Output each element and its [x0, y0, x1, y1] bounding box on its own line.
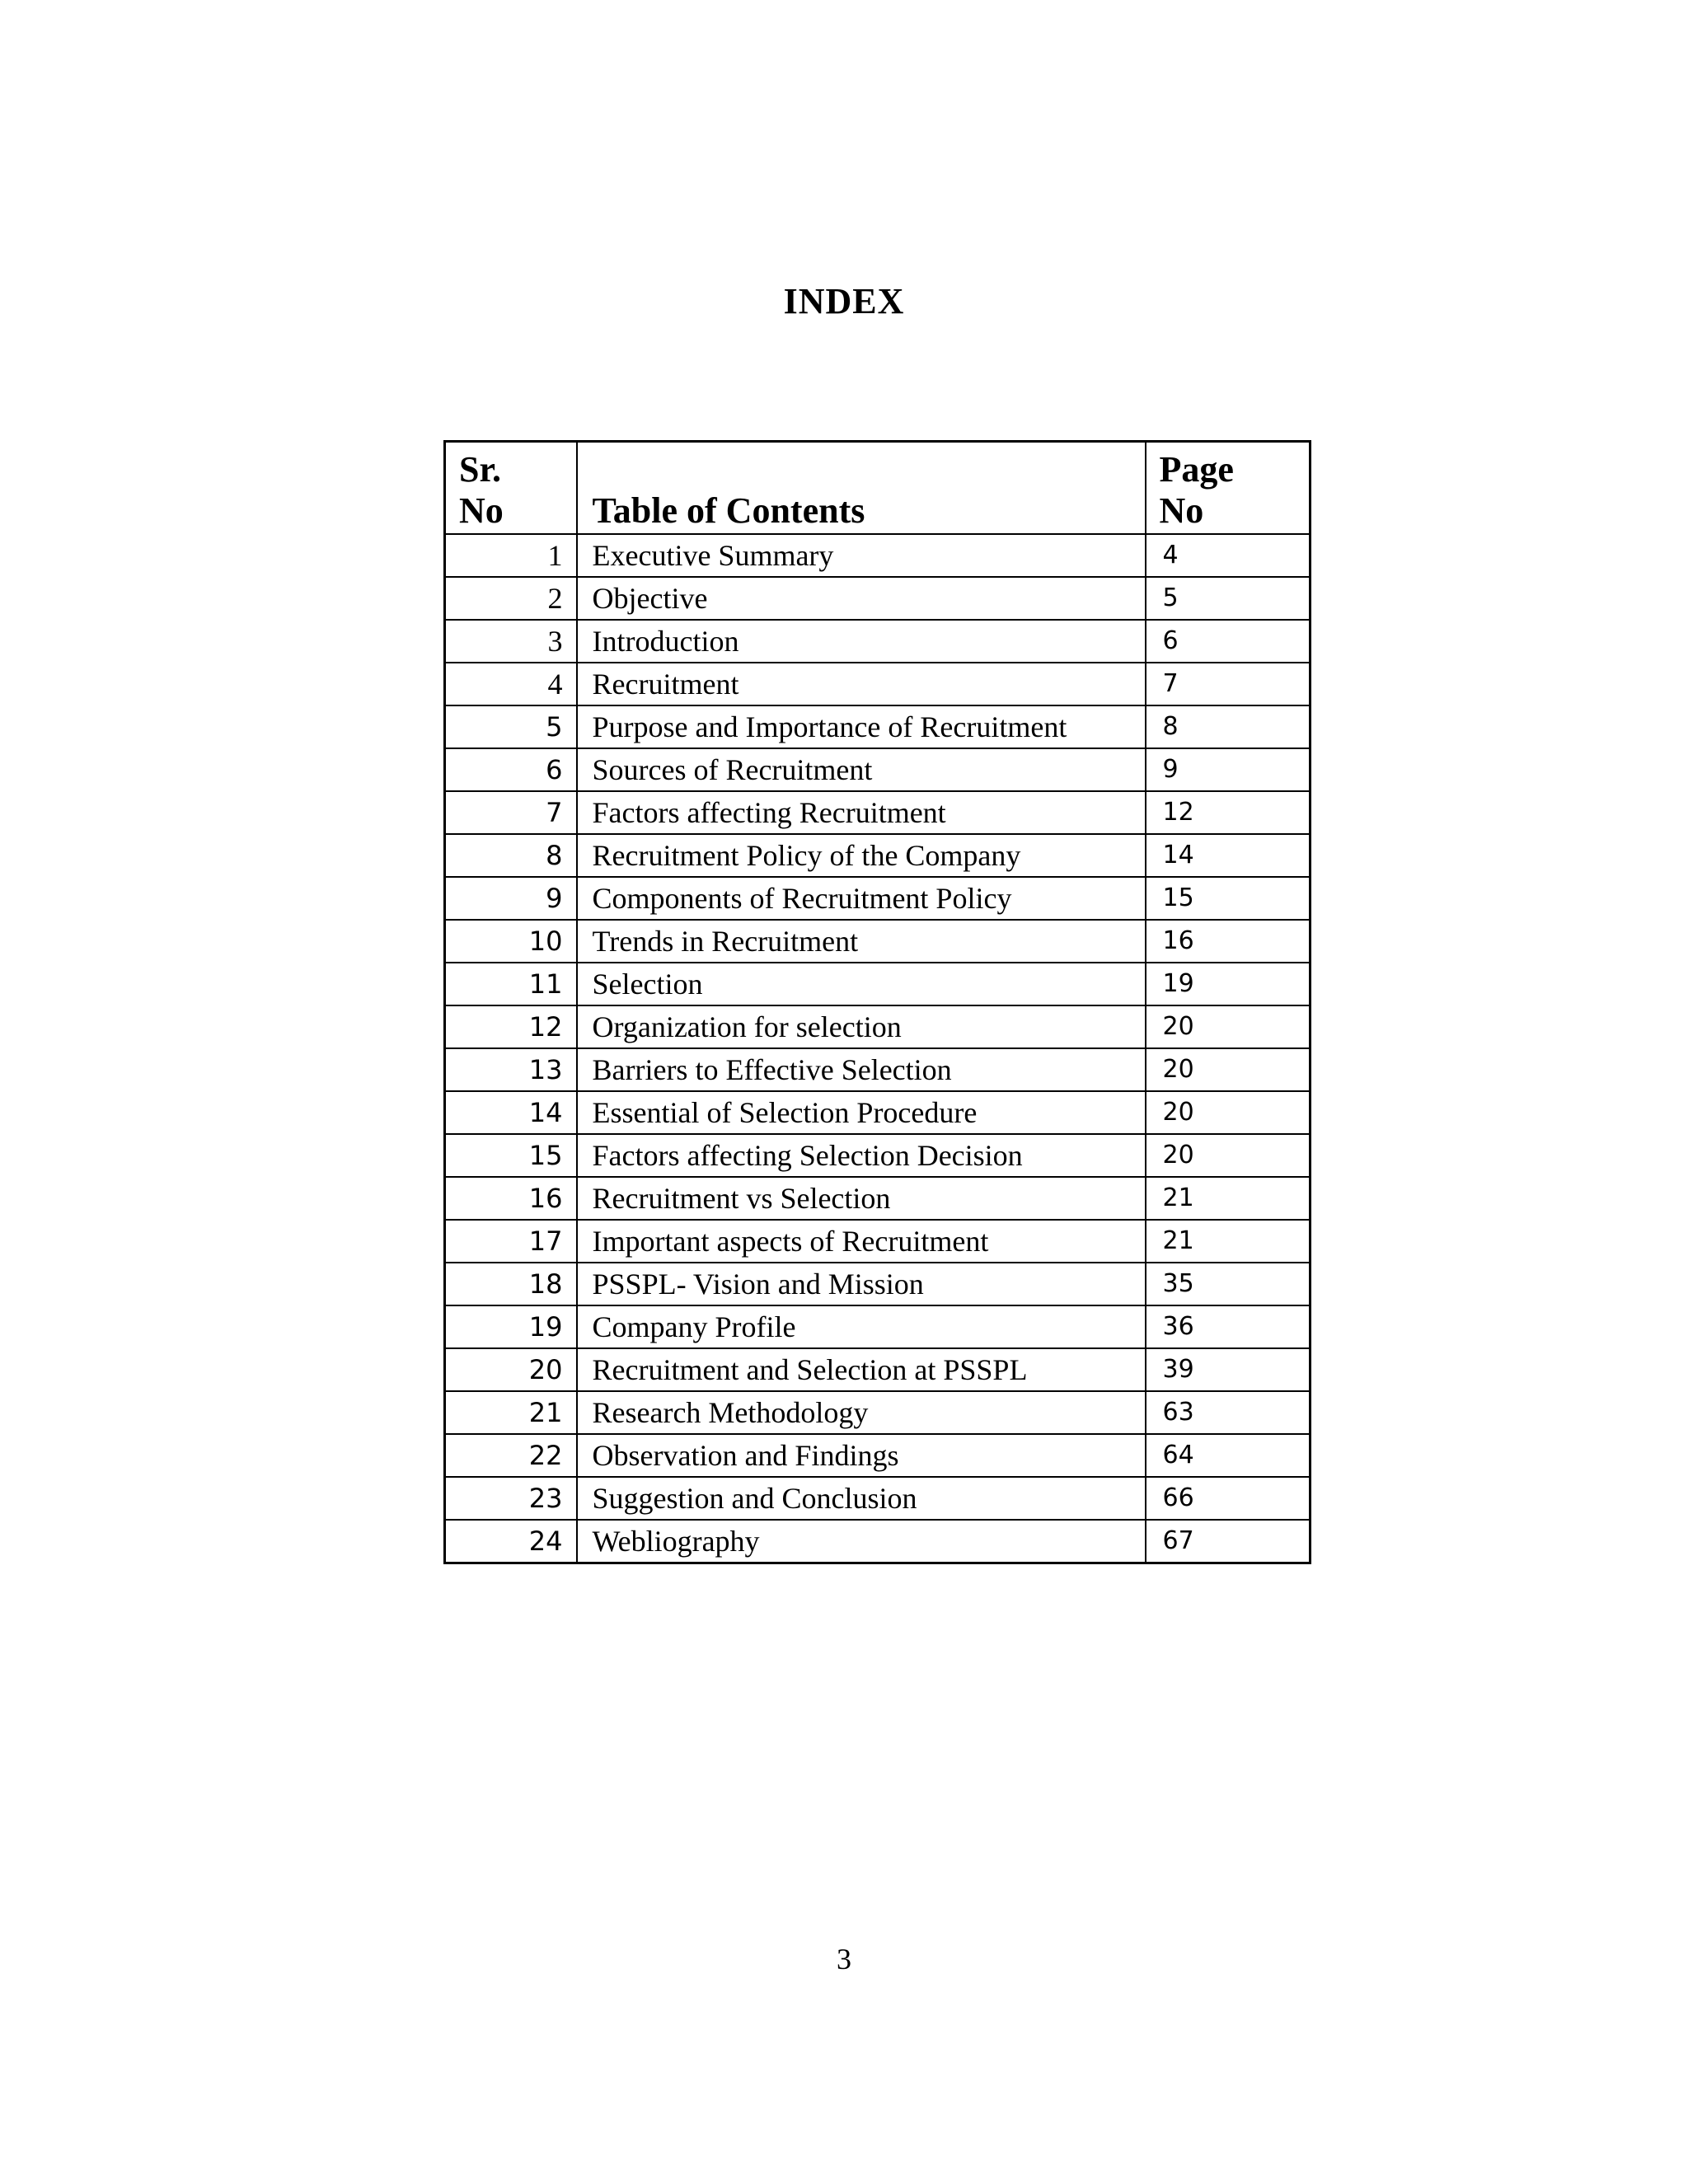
page-no-cell: 19: [1146, 963, 1311, 1005]
sr-no-cell: 7: [445, 791, 577, 834]
contents-entry-cell: Recruitment: [577, 663, 1146, 705]
table-row: [445, 1477, 1311, 1520]
table-header: [445, 442, 1311, 535]
contents-entry-cell: Selection: [577, 963, 1146, 1005]
table-row: [445, 1048, 1311, 1091]
table-row: [445, 1220, 1311, 1263]
page-no-cell: 7: [1146, 663, 1311, 705]
table-row: [445, 1134, 1311, 1177]
contents-entry-cell: Components of Recruitment Policy: [577, 877, 1146, 920]
page-no-cell: 36: [1146, 1305, 1311, 1348]
table-row: [445, 1305, 1311, 1348]
sr-no-cell: 20: [445, 1348, 577, 1391]
table-row: [445, 1434, 1311, 1477]
table-row: [445, 534, 1311, 577]
contents-entry-cell: Webliography: [577, 1520, 1146, 1563]
sr-no-cell: 11: [445, 963, 577, 1005]
page-no-cell: 20: [1146, 1134, 1311, 1177]
page-title: INDEX: [783, 281, 905, 321]
page-no-cell: 64: [1146, 1434, 1311, 1477]
page-no-cell: 12: [1146, 791, 1311, 834]
contents-entry-cell: Factors affecting Selection Decision: [577, 1134, 1146, 1177]
table-row: [445, 1091, 1311, 1134]
table-row: [445, 1005, 1311, 1048]
contents-entry-cell: Purpose and Importance of Recruitment: [577, 705, 1146, 748]
contents-entry-cell: Introduction: [577, 620, 1146, 663]
sr-no-cell: 5: [445, 705, 577, 748]
page-no-cell: 5: [1146, 577, 1311, 620]
sr-no-header-line2: No: [459, 490, 504, 531]
table-row: [445, 963, 1311, 1005]
page-no-cell: 20: [1146, 1005, 1311, 1048]
contents-entry-cell: Objective: [577, 577, 1146, 620]
contents-entry-cell: Recruitment Policy of the Company: [577, 834, 1146, 877]
page-no-cell: 67: [1146, 1520, 1311, 1563]
page-no-cell: 6: [1146, 620, 1311, 663]
contents-entry-cell: Factors affecting Recruitment: [577, 791, 1146, 834]
contents-entry-cell: Sources of Recruitment: [577, 748, 1146, 791]
sr-no-cell: 3: [445, 620, 577, 663]
contents-entry-cell: Recruitment vs Selection: [577, 1177, 1146, 1220]
page-no-header: [1146, 442, 1311, 535]
sr-no-header: [445, 442, 577, 535]
contents-entry-cell: Important aspects of Recruitment: [577, 1220, 1146, 1263]
sr-no-cell: 8: [445, 834, 577, 877]
page-no-cell: 16: [1146, 920, 1311, 963]
page-no-header-line2: No: [1159, 490, 1204, 531]
sr-no-cell: 18: [445, 1263, 577, 1305]
page-no-cell: 66: [1146, 1477, 1311, 1520]
contents-entry-cell: Suggestion and Conclusion: [577, 1477, 1146, 1520]
page-no-cell: 20: [1146, 1048, 1311, 1091]
page-no-cell: 14: [1146, 834, 1311, 877]
page-no-cell: 15: [1146, 877, 1311, 920]
table-row: [445, 920, 1311, 963]
page-no-header-line1: Page: [1159, 449, 1234, 490]
table-row: [445, 1348, 1311, 1391]
sr-no-header-line1: Sr.: [459, 449, 501, 490]
sr-no-cell: 13: [445, 1048, 577, 1091]
sr-no-cell: 2: [445, 577, 577, 620]
contents-entry-cell: Barriers to Effective Selection: [577, 1048, 1146, 1091]
table-row: [445, 1177, 1311, 1220]
table-row: [445, 877, 1311, 920]
sr-no-cell: 1: [445, 534, 577, 577]
table-row: [445, 1520, 1311, 1563]
contents-entry-cell: Research Methodology: [577, 1391, 1146, 1434]
table-of-contents: [443, 440, 1311, 1564]
contents-entry-cell: Essential of Selection Procedure: [577, 1091, 1146, 1134]
contents-header: Table of Contents: [577, 442, 1146, 535]
contents-entry-cell: Company Profile: [577, 1305, 1146, 1348]
sr-no-cell: 19: [445, 1305, 577, 1348]
page-no-cell: 39: [1146, 1348, 1311, 1391]
contents-entry-cell: PSSPL- Vision and Mission: [577, 1263, 1146, 1305]
sr-no-cell: 17: [445, 1220, 577, 1263]
table-row: [445, 791, 1311, 834]
sr-no-cell: 15: [445, 1134, 577, 1177]
sr-no-cell: 23: [445, 1477, 577, 1520]
table-row: [445, 577, 1311, 620]
sr-no-cell: 21: [445, 1391, 577, 1434]
sr-no-cell: 9: [445, 877, 577, 920]
sr-no-cell: 6: [445, 748, 577, 791]
sr-no-cell: 10: [445, 920, 577, 963]
sr-no-cell: 22: [445, 1434, 577, 1477]
contents-entry-cell: Trends in Recruitment: [577, 920, 1146, 963]
table-row: [445, 663, 1311, 705]
contents-entry-cell: Executive Summary: [577, 534, 1146, 577]
page-no-cell: 9: [1146, 748, 1311, 791]
table-row: [445, 620, 1311, 663]
sr-no-cell: 14: [445, 1091, 577, 1134]
sr-no-cell: 12: [445, 1005, 577, 1048]
table-row: [445, 834, 1311, 877]
sr-no-cell: 24: [445, 1520, 577, 1563]
contents-entry-cell: Recruitment and Selection at PSSPL: [577, 1348, 1146, 1391]
contents-entry-cell: Organization for selection: [577, 1005, 1146, 1048]
sr-no-cell: 16: [445, 1177, 577, 1220]
table-row: [445, 705, 1311, 748]
table-row: [445, 748, 1311, 791]
contents-entry-cell: Observation and Findings: [577, 1434, 1146, 1477]
page-number: 3: [837, 1943, 851, 1975]
sr-no-cell: 4: [445, 663, 577, 705]
page-no-cell: 20: [1146, 1091, 1311, 1134]
page-no-cell: 4: [1146, 534, 1311, 577]
table-row: [445, 1263, 1311, 1305]
page-no-cell: 8: [1146, 705, 1311, 748]
page-no-cell: 21: [1146, 1177, 1311, 1220]
page-no-cell: 63: [1146, 1391, 1311, 1434]
table-body: [445, 534, 1311, 1563]
header-row: [445, 442, 1311, 535]
table-row: [445, 1391, 1311, 1434]
page-no-cell: 35: [1146, 1263, 1311, 1305]
page-no-cell: 21: [1146, 1220, 1311, 1263]
